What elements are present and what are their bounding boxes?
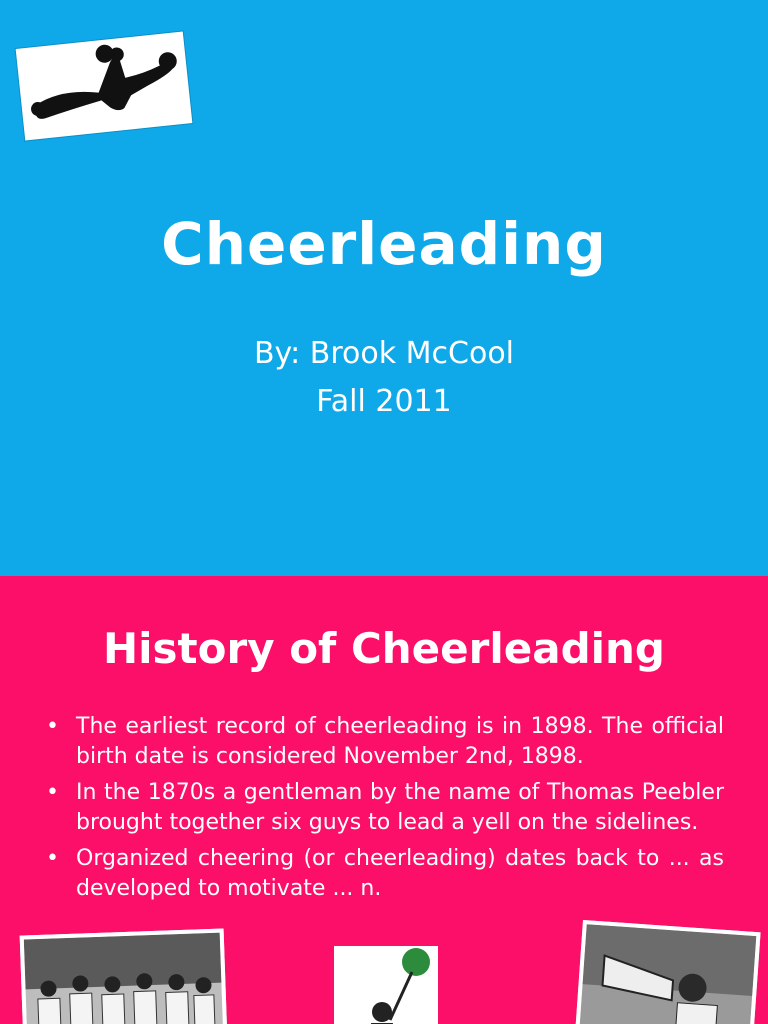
bullet-list — [44, 712, 724, 910]
term-date: Fall 2011 — [316, 384, 452, 419]
cheer-squad-photo — [20, 928, 229, 1024]
bullet-item: • Organized cheering (or cheerleading) dates back to ... as developed to motivate ... n. — [44, 844, 724, 904]
cheerleader-cartoon — [334, 946, 438, 1024]
bullet-item: • In the 1870s a gentleman by the name of Thomas Peebler brought together six guys to lead a yell on the sidelines. — [44, 778, 724, 838]
bullet-item: • The earliest record of cheerleading is in 1898. The official birth date is considered November 2nd, 1898. — [44, 712, 724, 772]
slide-title: Cheerleading — [161, 210, 607, 278]
cheerleader-silhouette-icon — [16, 31, 193, 140]
author-name: By: Brook McCool — [253, 336, 515, 371]
megaphone-cheer-photo — [573, 920, 760, 1024]
byline — [0, 330, 768, 426]
history-slide — [0, 576, 768, 1024]
slide-title: History of Cheerleading — [103, 624, 665, 673]
